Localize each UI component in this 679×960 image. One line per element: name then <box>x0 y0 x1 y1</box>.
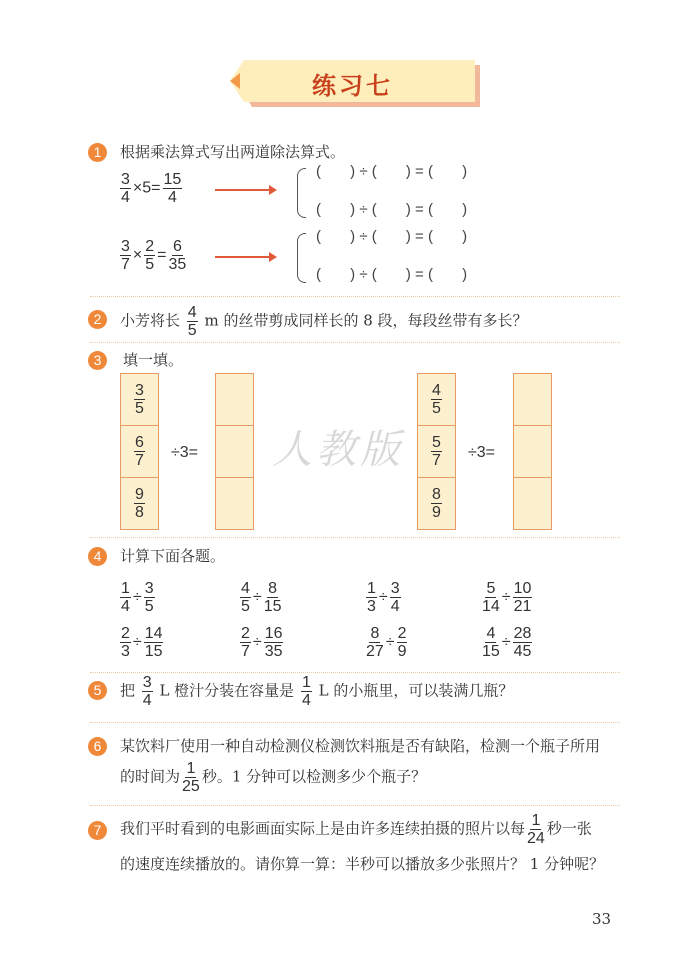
answer-box[interactable] <box>514 478 551 529</box>
text-segment: ÷ <box>501 588 511 606</box>
denominator: 35 <box>264 643 283 660</box>
fraction <box>240 580 251 615</box>
text-segment: ÷ <box>385 633 395 651</box>
fraction <box>431 434 442 469</box>
given-fraction <box>418 374 455 426</box>
fraction-column <box>417 373 456 530</box>
brace-icon <box>297 233 306 283</box>
numerator: 3 <box>142 674 152 691</box>
numerator: 3 <box>121 238 130 255</box>
question-3-text <box>123 350 183 370</box>
numerator: 15 <box>163 171 182 188</box>
question-7-line-1 <box>120 812 592 847</box>
denominator: 8 <box>135 504 144 521</box>
fraction-column <box>120 373 159 530</box>
text-segment: L 的小瓶里，可以装满几瓶？ <box>313 681 514 700</box>
denominator: 7 <box>121 256 130 273</box>
fraction <box>134 434 145 469</box>
fraction <box>134 382 145 417</box>
fraction <box>482 580 500 615</box>
question-number-5: 5 <box>88 681 107 700</box>
fraction <box>264 580 282 615</box>
question-number-4: 4 <box>88 547 107 566</box>
numerator: 16 <box>264 625 283 642</box>
denominator: 45 <box>513 643 532 660</box>
denominator: 27 <box>366 643 384 660</box>
fraction <box>301 674 312 709</box>
numerator: 1 <box>367 580 376 597</box>
fraction <box>527 812 545 847</box>
denominator: 3 <box>121 643 130 660</box>
given-fraction <box>418 478 455 529</box>
text-segment: 把 <box>120 681 140 700</box>
text-segment: ×5= <box>132 179 161 197</box>
text-segment: 秒一张 <box>546 819 592 838</box>
denominator: 4 <box>390 598 400 615</box>
text-segment: ÷ <box>378 588 388 606</box>
given-fraction <box>418 426 455 478</box>
denominator: 7 <box>241 643 250 660</box>
text-segment: × <box>132 246 143 264</box>
denominator: 21 <box>513 598 532 615</box>
numerator: 4 <box>432 382 441 399</box>
text-segment: 填一填。 <box>123 351 184 369</box>
denominator: 4 <box>142 692 152 709</box>
question-number-6: 6 <box>88 737 107 756</box>
calc-problem <box>238 580 283 615</box>
text-segment: ÷ <box>252 588 262 606</box>
question-6-line-2 <box>120 760 426 795</box>
numerator: 8 <box>432 486 441 503</box>
numerator: 2 <box>121 625 130 642</box>
blank-division-row[interactable]: ( ) ÷ ( ) = ( ) <box>316 163 468 180</box>
arrow-icon <box>215 189 271 191</box>
denominator: 9 <box>432 504 441 521</box>
text-segment: ÷ <box>132 588 142 606</box>
answer-box[interactable] <box>514 426 551 478</box>
denominator: 5 <box>135 400 144 417</box>
fraction <box>513 625 533 660</box>
given-fraction <box>121 478 158 529</box>
numerator: 1 <box>186 760 196 777</box>
numerator: 8 <box>370 625 380 642</box>
fraction <box>431 486 442 521</box>
divider <box>90 672 620 673</box>
answer-column[interactable] <box>215 373 254 530</box>
question-4-text <box>120 546 225 566</box>
fraction <box>240 625 251 660</box>
numerator: 1 <box>531 812 541 829</box>
arrow-icon <box>215 256 271 258</box>
question-number-1: 1 <box>88 143 107 162</box>
denominator: 15 <box>144 643 163 660</box>
divide-by-3-label: ÷3= <box>468 444 496 461</box>
denominator: 15 <box>482 643 500 660</box>
numerator: 6 <box>172 238 182 255</box>
divider <box>90 342 620 343</box>
fraction <box>513 580 533 615</box>
denominator: 5 <box>241 598 250 615</box>
fraction <box>431 382 442 417</box>
denominator: 9 <box>397 643 407 660</box>
fraction <box>390 580 401 615</box>
numerator: 3 <box>390 580 400 597</box>
text-segment: = <box>157 246 167 264</box>
question-6-line-1 <box>120 736 600 756</box>
text-segment: ÷ <box>501 633 511 651</box>
denominator: 4 <box>167 189 177 206</box>
numerator: 6 <box>135 434 144 451</box>
fraction <box>169 238 187 273</box>
text-segment: 计算下面各题。 <box>120 547 226 565</box>
fraction <box>120 580 131 615</box>
calc-problem <box>118 625 165 660</box>
fraction <box>264 625 284 660</box>
numerator: 3 <box>135 382 144 399</box>
numerator: 2 <box>397 625 407 642</box>
question-number-7: 7 <box>88 821 107 840</box>
fraction <box>144 580 155 615</box>
calc-problem <box>480 580 534 615</box>
fraction <box>120 171 131 206</box>
divider <box>90 296 620 297</box>
brace-icon <box>297 168 306 218</box>
calc-problem <box>238 625 285 660</box>
blank-division-row[interactable]: ( ) ÷ ( ) = ( ) <box>316 201 468 218</box>
text-segment: ÷ <box>252 633 262 651</box>
blank-division-row[interactable]: ( ) ÷ ( ) = ( ) <box>316 266 468 283</box>
text-segment: 的速度连续播放的。请你算一算：半秒可以播放多少张照片？ 1 分钟呢？ <box>120 855 605 873</box>
numerator: 5 <box>486 580 496 597</box>
fraction <box>144 625 164 660</box>
numerator: 28 <box>513 625 532 642</box>
numerator: 8 <box>268 580 278 597</box>
question-2-text <box>120 304 528 339</box>
answer-column[interactable] <box>513 373 552 530</box>
denominator: 7 <box>432 452 441 469</box>
fraction <box>142 674 153 709</box>
numerator: 10 <box>513 580 532 597</box>
divide-by-3-label: ÷3= <box>171 444 199 461</box>
numerator: 14 <box>144 625 163 642</box>
denominator: 7 <box>135 452 144 469</box>
numerator: 5 <box>432 434 441 451</box>
divider <box>90 722 620 723</box>
publisher-watermark: 人教版 <box>272 427 404 473</box>
denominator: 5 <box>432 400 441 417</box>
numerator: 9 <box>135 486 144 503</box>
numerator: 4 <box>187 304 197 321</box>
calc-problem <box>364 625 409 660</box>
text-segment: ÷ <box>132 633 142 651</box>
given-fraction <box>121 374 158 426</box>
denominator: 4 <box>121 598 130 615</box>
numerator: 2 <box>145 238 155 255</box>
question-number-2: 2 <box>88 310 107 329</box>
denominator: 3 <box>367 598 376 615</box>
text-segment: 根据乘法算式写出两道除法算式。 <box>120 143 346 161</box>
fraction <box>120 625 131 660</box>
page-title: 练习七 <box>312 71 393 100</box>
text-segment: 秒。1 分钟可以检测多少个瓶子？ <box>201 767 427 786</box>
denominator: 5 <box>144 598 154 615</box>
question-number-3: 3 <box>88 351 107 370</box>
text-segment: m 的丝带剪成同样长的 8 段，每段丝带有多长？ <box>199 311 528 330</box>
denominator: 24 <box>527 830 545 847</box>
fraction <box>187 304 198 339</box>
fraction <box>163 171 183 206</box>
text-segment: 的时间为 <box>120 767 181 786</box>
numerator: 1 <box>301 674 311 691</box>
fraction <box>482 625 500 660</box>
denominator: 5 <box>187 322 197 339</box>
calc-problem <box>118 580 157 615</box>
denominator: 5 <box>145 256 155 273</box>
fraction <box>366 625 384 660</box>
text-segment: 小芳将长 <box>120 311 185 330</box>
numerator: 1 <box>121 580 130 597</box>
fraction <box>366 580 377 615</box>
text-segment: L 橙汁分装在容量是 <box>154 681 299 700</box>
text-segment: 我们平时看到的电影画面实际上是由许多连续拍摄的照片以每 <box>120 819 526 838</box>
denominator: 4 <box>121 189 130 206</box>
page-number: 33 <box>592 910 612 928</box>
denominator: 15 <box>263 598 282 615</box>
question-1-text <box>120 142 345 162</box>
given-fraction <box>121 426 158 478</box>
equation-2 <box>118 238 188 273</box>
question-7-line-2 <box>120 854 604 874</box>
blank-division-row[interactable]: ( ) ÷ ( ) = ( ) <box>316 228 468 245</box>
divider <box>90 537 620 538</box>
equation-1 <box>118 171 184 206</box>
answer-box[interactable] <box>216 374 253 426</box>
section-title-banner <box>230 60 475 102</box>
denominator: 25 <box>182 778 200 795</box>
fraction <box>134 486 145 521</box>
numerator: 3 <box>144 580 154 597</box>
numerator: 3 <box>121 171 130 188</box>
numerator: 4 <box>486 625 496 642</box>
question-5-text <box>120 674 513 709</box>
fraction <box>397 625 408 660</box>
fraction <box>120 238 131 273</box>
text-segment: 某饮料厂使用一种自动检测仪检测饮料瓶是否有缺陷，检测一个瓶子所用 <box>120 737 601 755</box>
divider <box>90 805 620 806</box>
fraction <box>144 238 155 273</box>
answer-box[interactable] <box>216 426 253 478</box>
answer-box[interactable] <box>514 374 551 426</box>
fraction <box>182 760 200 795</box>
denominator: 14 <box>482 598 500 615</box>
calc-problem <box>364 580 403 615</box>
numerator: 4 <box>241 580 250 597</box>
calc-problem <box>480 625 534 660</box>
denominator: 4 <box>301 692 311 709</box>
answer-box[interactable] <box>216 478 253 529</box>
denominator: 35 <box>168 256 187 273</box>
numerator: 2 <box>241 625 250 642</box>
